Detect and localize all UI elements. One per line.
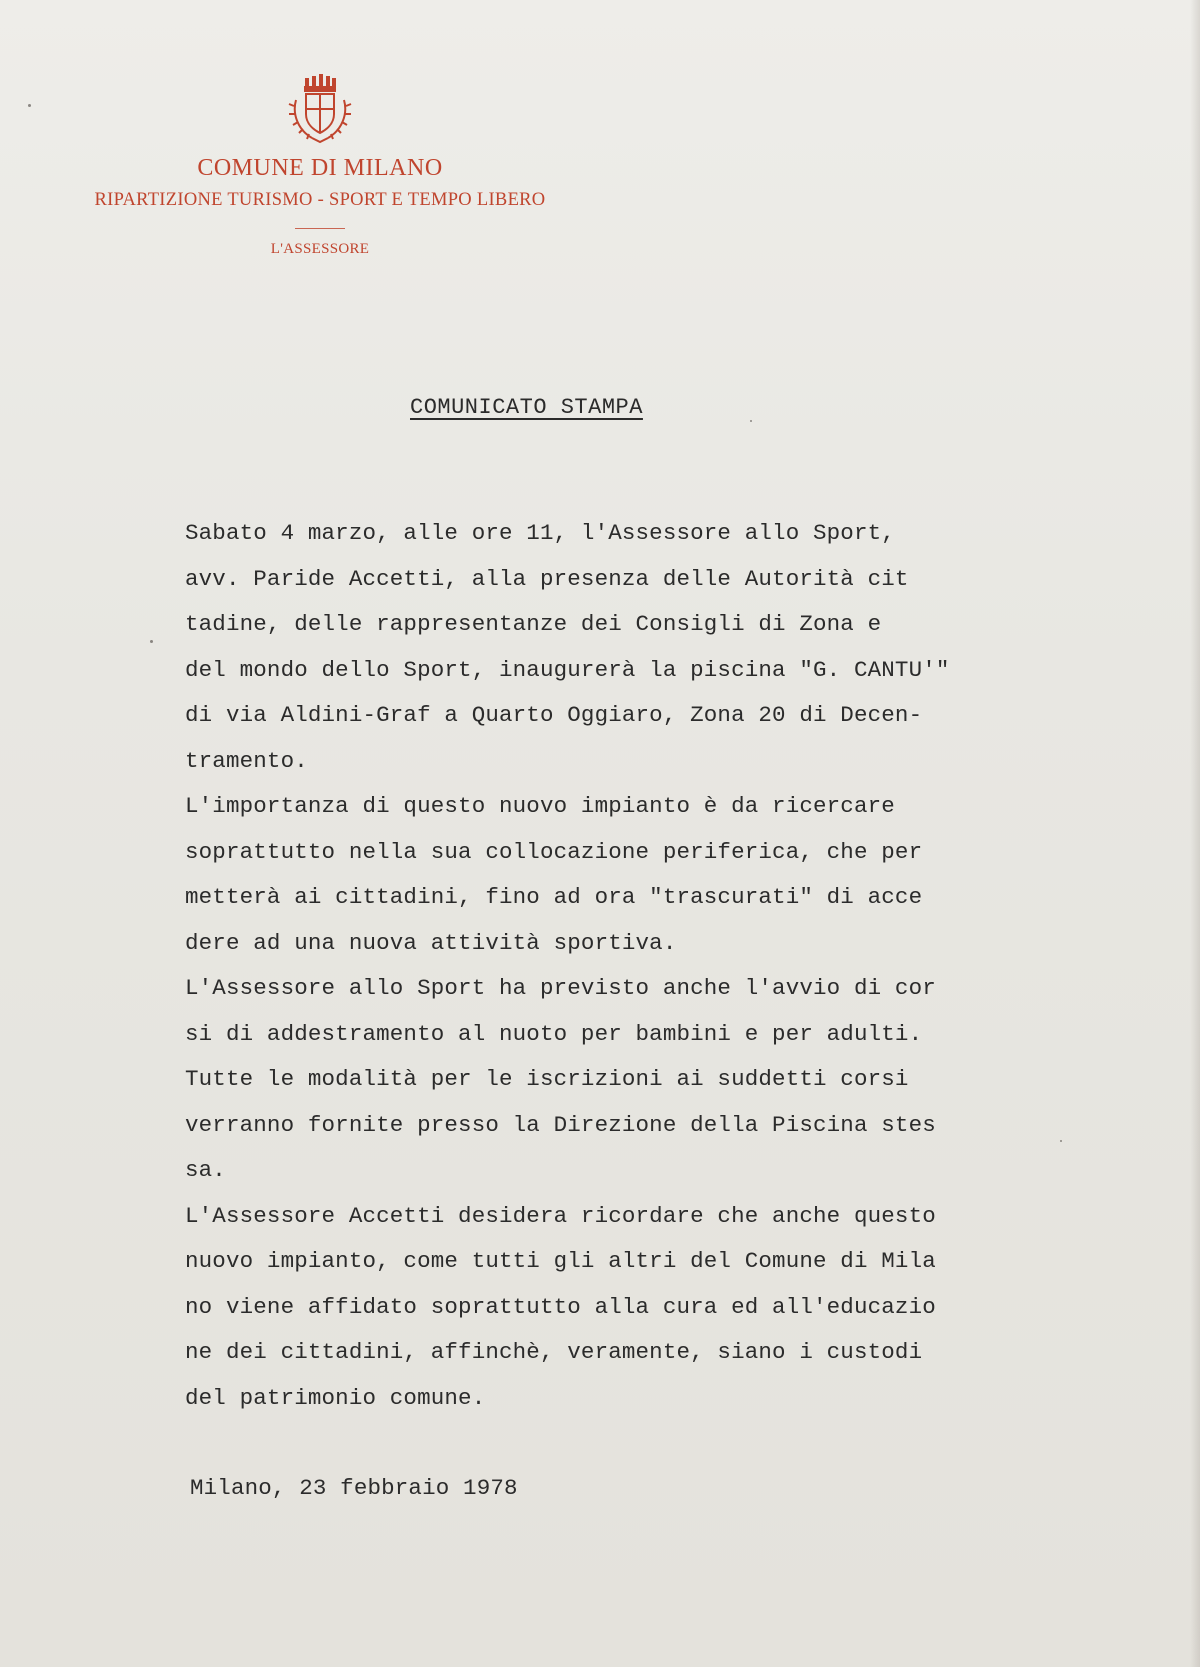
body-line: L'importanza di questo nuovo impianto è da ricercare [185,793,895,819]
body-line: avv. Paride Accetti, alla presenza delle Autorità cit [185,565,909,592]
document-title: COMUNICATO STAMPA [410,395,643,420]
body-line: nuovo impianto, come tutti gli altri del Comune di Mila [185,1248,936,1274]
body-line: si di addestramento al nuoto per bambini e per adulti. [185,1020,923,1047]
body-line: dere ad una nuova attività sportiva. [185,929,677,956]
place-date: Milano, 23 febbraio 1978 [190,1475,518,1501]
body-line: L'Assessore Accetti desidera ricordare che anche questo [185,1202,936,1229]
body-line: sa. [185,1157,226,1183]
page-edge-shadow [1190,0,1200,1667]
body-line: del patrimonio comune. [185,1384,486,1411]
body-line: Tutte le modalità per le iscrizioni ai suddetti corsi [185,1066,909,1092]
body-line: di via Aldini-Graf a Quarto Oggiaro, Zona 20 di Decen- [185,702,923,728]
paper-speck [28,104,31,107]
paper-speck [750,420,752,422]
body-line: soprattutto nella sua collocazione periferica, che per [185,838,923,865]
milan-coat-of-arms-icon [282,70,358,146]
body-line: Sabato 4 marzo, alle ore 11, l'Assessore allo Sport, [185,520,895,546]
body-line: tadine, delle rappresentanze dei Consigli di Zona e [185,611,882,637]
letterhead-org-name: COMUNE DI MILANO [197,155,443,181]
body-line: L'Assessore allo Sport ha previsto anche l'avvio di cor [185,975,936,1001]
body-line: metterà ai cittadini, fino ad ora "trascurati" di acce [185,884,923,910]
letterhead-office: L'ASSESSORE [270,241,370,257]
letterhead [40,70,600,259]
paper-speck [1060,1140,1062,1142]
letterhead-department: RIPARTIZIONE TURISMO - SPORT E TEMPO LIBERO [94,190,546,210]
document-body [185,511,1065,1421]
body-line: del mondo dello Sport, inaugurerà la piscina "G. CANTU'" [185,656,950,683]
body-line: verranno fornite presso la Direzione della Piscina stes [185,1111,936,1138]
paper-speck [150,640,153,643]
body-line: no viene affidato soprattutto alla cura ed all'educazio [185,1293,936,1320]
body-line: ne dei cittadini, affinchè, veramente, siano i custodi [185,1339,923,1365]
body-line: tramento. [185,747,308,774]
letterhead-divider [295,228,345,229]
